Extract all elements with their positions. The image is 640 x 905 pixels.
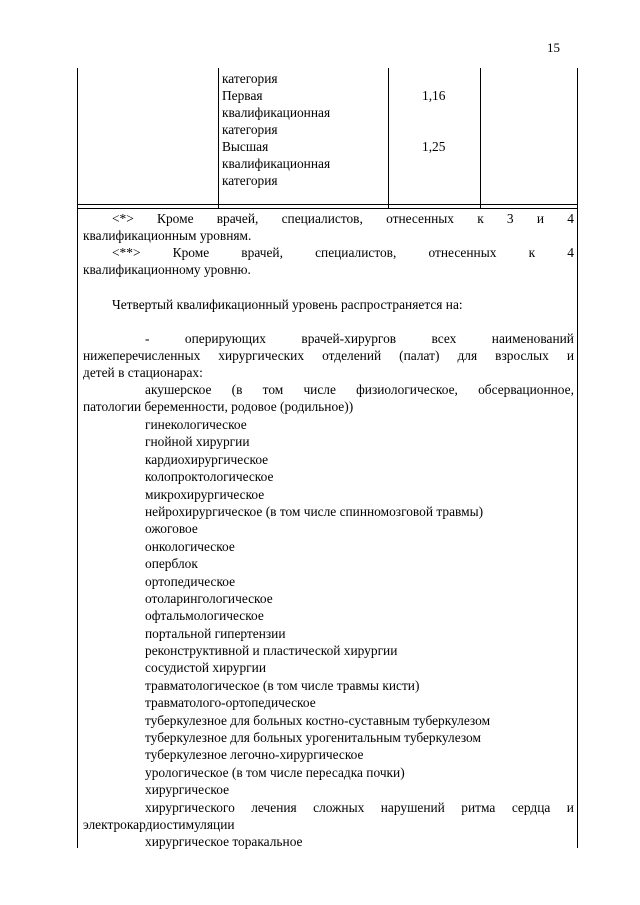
list-item: урологическое (в том числе пересадка почки) [145,764,405,780]
table-bottom-border [77,204,578,205]
list-item: нейрохирургическое (в том числе спинномозговой травмы) [145,503,484,519]
footnote-2-line-2: квалификационному уровню. [83,262,251,277]
category-line: квалификационная [222,105,331,120]
obstetric-line-2: патологии беременности, родовое (родильное)) [83,399,354,414]
coefficient-first-category: 1,16 [422,88,446,103]
table-column-divider-2 [388,68,389,208]
list-item: онкологическое [145,538,235,554]
list-item: реконструктивной и пластической хирургии [145,643,398,659]
footnote-2-line-1: <**> Кроме врачей, специалистов, отнесенных к 4 [112,245,574,260]
intro-line-2: нижеперечисленных хирургических отделений (палат) для взрослых и [83,348,575,363]
footnote-1-line-1: <*> Кроме врачей, специалистов, отнесенных к 3 и 4 [112,211,574,226]
list-item: колопроктологическое [145,469,274,485]
list-item-last: хирургическое торакальное [145,834,303,849]
list-item: портальной гипертензии [145,625,286,641]
intro-line-3: детей в стационарах: [83,365,203,380]
list-item: туберкулезное легочно-хирургическое [145,747,364,763]
list-item: травматологическое (в том числе травмы кисти) [145,677,420,693]
list-item: отоларингологическое [145,590,273,606]
category-line: категория [222,173,278,188]
list-item: сосудистой хирургии [145,660,266,676]
list-item: туберкулезное для больных костно-суставным туберкулезом [145,712,491,728]
list-item: оперблок [145,556,198,572]
category-line: Первая [222,88,263,103]
list-item: микрохирургическое [145,486,265,502]
list-item: травматолого-ортопедическое [145,695,316,711]
table-column-divider-3 [480,68,481,208]
department-list [145,416,490,799]
list-item: кардиохирургическое [145,451,269,467]
arrhythmia-line-1: хирургического лечения сложных нарушений ритма сердца и [145,800,574,815]
list-item: ожоговое [145,521,198,537]
category-line: категория [222,122,278,137]
list-item: гинекологическое [145,417,247,432]
section-heading: Четвертый квалификационный уровень распространяется на: [112,297,463,312]
footnote-1-line-2: квалификационным уровням. [83,228,252,243]
category-line: Высшая [222,139,269,154]
list-item: офтальмологическое [145,608,264,624]
page-number: 15 [547,40,560,55]
obstetric-line-1: акушерское (в том числе физиологическое, обсервационное, [145,382,574,397]
list-item: хирургическое [145,782,230,798]
arrhythmia-line-2: электрокардиостимуляции [83,817,235,832]
category-line: категория [222,71,278,86]
category-line: квалификационная [222,156,331,171]
coefficient-highest-category: 1,25 [422,139,446,154]
list-item: ортопедическое [145,573,236,589]
list-item: туберкулезное для больных урогенитальным туберкулезом [145,730,481,746]
table-column-divider-1 [218,68,219,208]
intro-line-1: - оперирующих врачей-хирургов всех наименований [145,331,574,346]
table-bottom-border-inner [77,208,578,209]
list-item: гнойной хирургии [145,434,250,450]
